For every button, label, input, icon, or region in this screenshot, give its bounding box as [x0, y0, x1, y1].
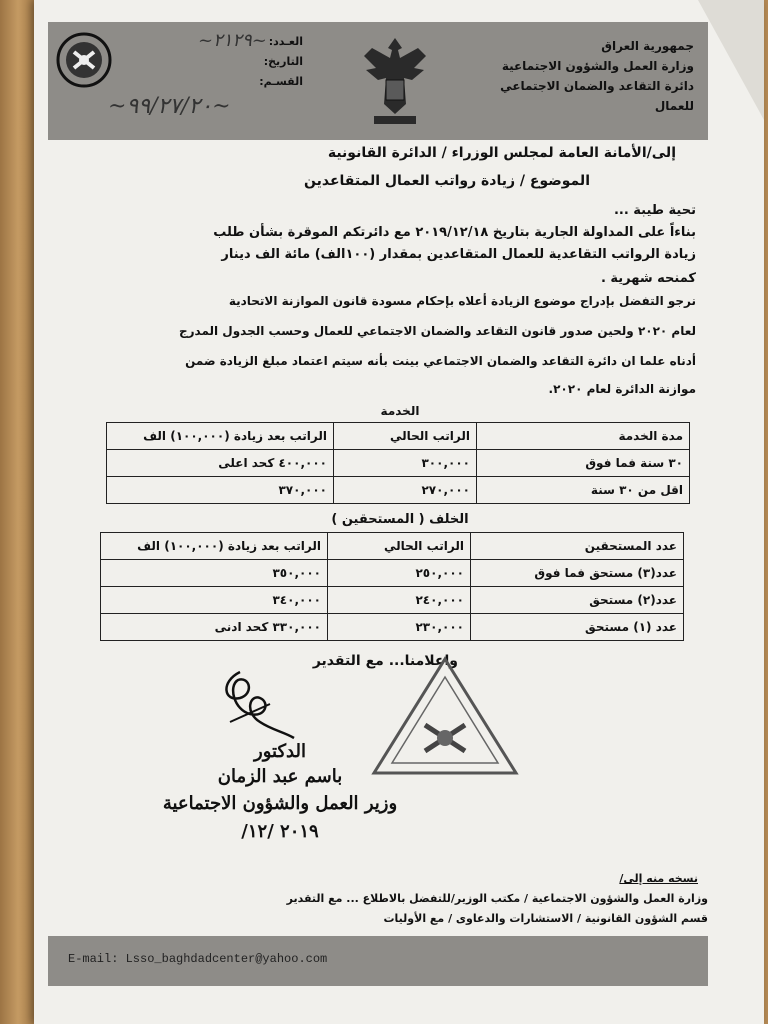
service-table-caption: الخدمة [380, 404, 420, 418]
table-header-row [101, 533, 684, 560]
table-header-cell: الراتب بعد زيادة (١٠٠,٠٠٠) الف [101, 533, 328, 560]
table-header-cell: مدة الخدمة [477, 423, 690, 450]
ministry-logo-icon [56, 32, 112, 88]
letter-recipient: إلى/الأمانة العامة لمجلس الوزراء / الدائرة القانونية [327, 145, 676, 161]
table-cell: ٢٣٠,٠٠٠ [328, 614, 471, 641]
closing-line: واعلامنا... مع التقدير [312, 653, 458, 669]
table-cell: عدد(٢) مستحق [471, 587, 684, 614]
table-row [107, 477, 690, 504]
table-row [101, 614, 684, 641]
department-name: دائرة التقاعد والضمان الاجتماعي للعمال [500, 79, 694, 113]
table-header-cell: الراتب بعد زيادة (١٠٠,٠٠٠) الف [107, 423, 334, 450]
iraq-eagle-crest-icon [360, 34, 430, 129]
paragraph-2-line-2: لعام ٢٠٢٠ ولحين صدور قانون التقاعد والضمان الاجتماعي للعمال وحسب الجدول المدرج [178, 324, 696, 338]
table-cell: ٢٥٠,٠٠٠ [328, 560, 471, 587]
service-table [106, 422, 690, 504]
signatory-title: الدكتور [254, 741, 306, 762]
table-cell: اقل من ٣٠ سنة [477, 477, 690, 504]
table-cell: عدد (١) مستحق [471, 614, 684, 641]
table-cell: ٣٤٠,٠٠٠ [101, 587, 328, 614]
handwritten-date: ~٩٩/٢٧/٢٠~ [108, 94, 231, 119]
paragraph-1-line-2: زيادة الرواتب التقاعدية للعمال المتقاعدين بمقدار (١٠٠الف) مائة الف دينار [221, 247, 696, 262]
table-row [101, 560, 684, 587]
greeting: تحية طيبة ... [613, 203, 696, 218]
ministry-name: وزارة العمل والشؤون الاجتماعية [501, 59, 694, 73]
table-cell: عدد(٣) مستحق فما فوق [471, 560, 684, 587]
letter-footer [48, 936, 708, 986]
paragraph-2-line-3: أدناه علما ان دائرة التقاعد والضمان الاجتماعي بينت بأنه سيتم اعتماد مبلغ الزيادة ضمن [185, 354, 696, 368]
letterhead [48, 22, 708, 140]
table-row [101, 587, 684, 614]
footer-email: E-mail: Lsso_baghdadcenter@yahoo.com [68, 952, 328, 966]
table-header-cell: الراتب الحالي [334, 423, 477, 450]
table-header-cell: الراتب الحالي [328, 533, 471, 560]
table-row [107, 450, 690, 477]
table-cell: ٢٤٠,٠٠٠ [328, 587, 471, 614]
copies-item: وزارة العمل والشؤون الاجتماعية / مكتب الوزير/للتفضل بالاطلاع ... مع التقدير [286, 892, 708, 905]
table-header-cell: عدد المستحقين [471, 533, 684, 560]
copies-item: قسم الشؤون القانونية / الاستشارات والدعاوى / مع الأوليات [383, 912, 708, 925]
paragraph-2-line-4: موازنة الدائرة لعام ٢٠٢٠. [548, 382, 696, 396]
beneficiaries-table [100, 532, 684, 641]
table-header-row [107, 423, 690, 450]
paragraph-2-line-1: نرجو التفضل بإدراج موضوع الزيادة أعلاه بإحكام مسودة قانون الموازنة الاتحادية [228, 294, 696, 308]
signatory-position: وزير العمل والشؤون الاجتماعية [162, 793, 398, 814]
letterhead-title [464, 36, 694, 116]
signature-date: ٢٠١٩ /١٢/ [241, 821, 319, 842]
signatory-name: باسم عبد الزمان [217, 766, 343, 787]
date-label: التاريخ: [263, 55, 303, 68]
table-cell: ٣٥٠,٠٠٠ [101, 560, 328, 587]
paragraph-1-line-1: بناءاً على المداولة الجارية بتاريخ ٢٠١٩/١٢/١٨ مع دائرتكم الموقرة بشأن طلب [213, 225, 696, 240]
letter-subject: الموضوع / زيادة رواتب العمال المتقاعدين [304, 173, 590, 189]
handwritten-signature-icon [210, 662, 300, 742]
table-cell: ٢٧٠,٠٠٠ [334, 477, 477, 504]
table-cell: ٣٣٠,٠٠٠ كحد ادنى [101, 614, 328, 641]
copies-heading: نسخه منه إلى/ [619, 872, 698, 885]
table-cell: ٣٧٠,٠٠٠ [107, 477, 334, 504]
section-label: القسـم: [259, 75, 303, 88]
table-cell: ٣٠٠,٠٠٠ [334, 450, 477, 477]
handwritten-number: ~٢١٢٩~ [198, 30, 267, 51]
wood-background [0, 0, 36, 1024]
country-name: جمهورية العراق [601, 39, 694, 53]
table-cell: ٤٠٠,٠٠٠ كحد اعلى [107, 450, 334, 477]
table-cell: ٣٠ سنة فما فوق [477, 450, 690, 477]
paragraph-1-line-3: كمنحه شهرية . [600, 271, 696, 286]
number-label: العـدد: [268, 35, 303, 48]
beneficiaries-table-caption: الخلف ( المستحقين ) [331, 512, 469, 527]
signature-block [160, 740, 400, 846]
